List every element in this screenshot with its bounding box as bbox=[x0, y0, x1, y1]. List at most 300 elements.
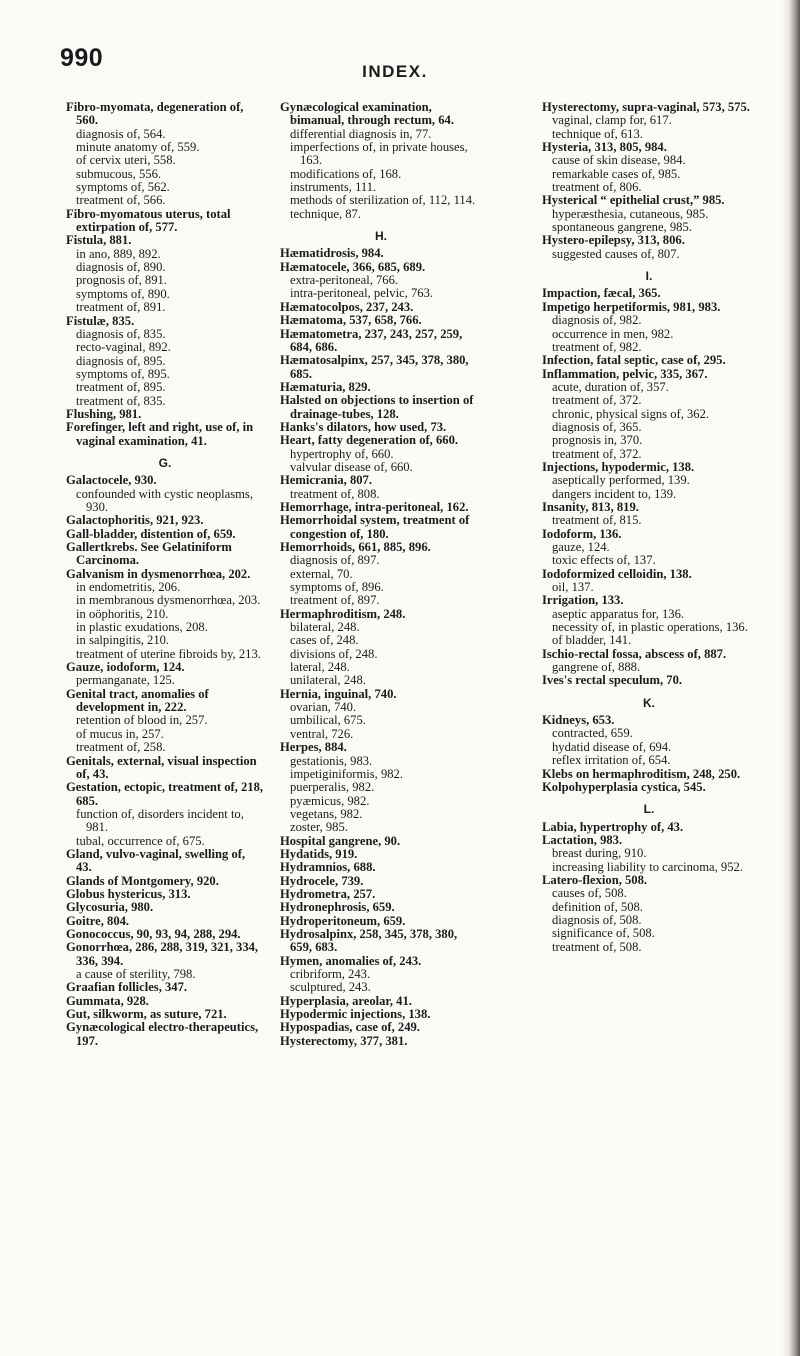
entry-text: Gall-bladder, distention of, 659. bbox=[66, 526, 236, 541]
page-edge-shadow bbox=[782, 0, 800, 1356]
entry-text: Hemicrania, 807. bbox=[280, 473, 372, 488]
index-subentry bbox=[280, 594, 482, 607]
index-subentry bbox=[280, 128, 482, 141]
entry-text: valvular disease of, 660. bbox=[290, 459, 413, 474]
entry-text: in oöphoritis, 210. bbox=[76, 606, 169, 621]
entry-text: recto-vaginal, 892. bbox=[76, 340, 171, 355]
entry-text: Injections, hypodermic, 138. bbox=[542, 459, 695, 474]
entry-text: Graafian follicles, 347. bbox=[66, 980, 188, 995]
entry-text: ventral, 726. bbox=[290, 726, 354, 741]
entry-text: Galactophoritis, 921, 923. bbox=[66, 513, 204, 528]
entry-text: Fibro-myomatous uterus, total extirpation of, 577. bbox=[66, 206, 231, 235]
entry-text: diagnosis of, 508. bbox=[552, 912, 642, 927]
index-subentry bbox=[280, 821, 482, 834]
index-subentry bbox=[66, 714, 264, 727]
entry-text: Infection, fatal septic, case of, 295. bbox=[542, 353, 726, 368]
index-entry bbox=[280, 474, 482, 487]
index-entry bbox=[66, 928, 264, 941]
entry-text: diagnosis of, 982. bbox=[552, 313, 642, 328]
entry-text: Heart, fatty degeneration of, 660. bbox=[280, 433, 459, 448]
index-subentry bbox=[280, 701, 482, 714]
entry-text: Hemorrhoidal system, treatment of congestion of, 180. bbox=[280, 513, 470, 541]
index-subentry bbox=[542, 381, 756, 394]
entry-text: extra-peritoneal, 766. bbox=[290, 273, 399, 288]
index-subentry bbox=[280, 634, 482, 647]
entry-text: differential diagnosis in, 77. bbox=[290, 126, 432, 141]
index-entry bbox=[66, 981, 264, 994]
index-entry bbox=[280, 381, 482, 394]
index-subentry bbox=[280, 194, 482, 207]
index-entry bbox=[542, 301, 756, 314]
index-entry bbox=[66, 901, 264, 914]
entry-text: Hermaphroditism, 248. bbox=[280, 606, 406, 621]
index-entry bbox=[66, 915, 264, 928]
index-subentry bbox=[542, 861, 756, 874]
index-subentry bbox=[542, 181, 756, 194]
index-subentry bbox=[280, 674, 482, 687]
entry-text: spontaneous gangrene, 985. bbox=[552, 220, 692, 235]
entry-text: treatment of, 372. bbox=[552, 446, 642, 461]
entry-text: treatment of, 815. bbox=[552, 513, 642, 528]
index-subentry bbox=[280, 181, 482, 194]
entry-text: Gauze, iodoform, 124. bbox=[66, 660, 185, 675]
index-subentry bbox=[66, 341, 264, 354]
index-entry bbox=[280, 928, 482, 955]
index-subentry bbox=[280, 448, 482, 461]
entry-text: minute anatomy of, 559. bbox=[76, 140, 200, 155]
index-subentry bbox=[542, 208, 756, 221]
index-entry bbox=[66, 568, 264, 581]
index-subentry bbox=[66, 648, 264, 661]
index-subentry bbox=[280, 795, 482, 808]
index-entry bbox=[542, 501, 756, 514]
entry-text: Kidneys, 653. bbox=[542, 713, 615, 728]
index-entry bbox=[280, 301, 482, 314]
index-entry bbox=[542, 714, 756, 727]
entry-text: Gland, vulvo-vaginal, swelling of, 43. bbox=[66, 846, 246, 875]
index-subentry bbox=[280, 554, 482, 567]
entry-text: impetiginiformis, 982. bbox=[290, 766, 403, 781]
entry-text: diagnosis of, 897. bbox=[290, 553, 380, 568]
entry-text: Goitre, 804. bbox=[66, 913, 130, 928]
entry-text: Hæmatocele, 366, 685, 689. bbox=[280, 259, 426, 274]
index-entry bbox=[66, 941, 264, 968]
entry-text: hypertrophy of, 660. bbox=[290, 446, 394, 461]
entry-text: prognosis of, 891. bbox=[76, 273, 167, 288]
entry-text: diagnosis of, 895. bbox=[76, 353, 166, 368]
index-entry bbox=[280, 688, 482, 701]
index-subentry bbox=[542, 554, 756, 567]
index-entry bbox=[66, 875, 264, 888]
index-subentry bbox=[280, 141, 482, 168]
index-subentry bbox=[66, 261, 264, 274]
entry-text: Labia, hypertrophy of, 43. bbox=[542, 819, 684, 834]
index-subentry bbox=[280, 621, 482, 634]
entry-text: of mucus in, 257. bbox=[76, 726, 164, 741]
running-head: INDEX. bbox=[362, 62, 428, 81]
index-subentry bbox=[66, 395, 264, 408]
entry-text: contracted, 659. bbox=[552, 726, 633, 741]
entry-text: methods of sterilization of, 112, 114. bbox=[290, 193, 476, 208]
entry-text: treatment of, 897. bbox=[290, 593, 380, 608]
entry-text: symptoms of, 896. bbox=[290, 580, 384, 595]
index-subentry bbox=[542, 168, 756, 181]
entry-text: Impetigo herpetiformis, 981, 983. bbox=[542, 299, 721, 314]
index-subentry bbox=[542, 221, 756, 234]
entry-text: dangers incident to, 139. bbox=[552, 486, 677, 501]
entry-text: submucous, 556. bbox=[76, 166, 162, 181]
entry-text: Lactation, 983. bbox=[542, 832, 623, 847]
entry-text: in membranous dysmenorrhœa, 203. bbox=[76, 593, 261, 608]
index-entry bbox=[542, 141, 756, 154]
index-subentry bbox=[280, 568, 482, 581]
entry-text: Hæmaturia, 829. bbox=[280, 379, 371, 394]
index-entry bbox=[66, 888, 264, 901]
index-entry bbox=[280, 608, 482, 621]
entry-text: symptoms of, 895. bbox=[76, 366, 170, 381]
entry-text: Hysterectomy, 377, 381. bbox=[280, 1033, 408, 1048]
index-subentry bbox=[280, 981, 482, 994]
index-subentry bbox=[66, 168, 264, 181]
index-entry bbox=[66, 474, 264, 487]
entry-text: confounded with cystic neoplasms, 930. bbox=[76, 486, 253, 514]
index-subentry bbox=[280, 488, 482, 501]
index-entry bbox=[542, 287, 756, 300]
index-subentry bbox=[542, 901, 756, 914]
entry-text: treatment of uterine fibroids by, 213. bbox=[76, 646, 261, 661]
entry-text: pyæmicus, 982. bbox=[290, 793, 370, 808]
entry-text: Gallertkrebs. See Gelatiniform Carcinoma. bbox=[66, 540, 232, 568]
index-entry bbox=[542, 461, 756, 474]
section-letter: K. bbox=[643, 695, 655, 710]
entry-text: vaginal, clamp for, 617. bbox=[552, 113, 672, 128]
entry-text: cribriform, 243. bbox=[290, 967, 371, 981]
entry-text: modifications of, 168. bbox=[290, 166, 402, 181]
index-subentry bbox=[66, 741, 264, 754]
entry-text: Latero-flexion, 508. bbox=[542, 872, 648, 887]
entry-text: Impaction, fæcal, 365. bbox=[542, 286, 661, 301]
entry-text: tubal, occurrence of, 675. bbox=[76, 833, 205, 848]
entry-text: Herpes, 884. bbox=[280, 740, 347, 755]
index-subentry bbox=[66, 808, 264, 835]
index-subentry bbox=[542, 541, 756, 554]
entry-text: Gynæcological examination, bimanual, through rectum, 64. bbox=[280, 100, 454, 128]
index-entry bbox=[66, 661, 264, 674]
index-subentry bbox=[280, 808, 482, 821]
entry-text: intra-peritoneal, pelvic, 763. bbox=[290, 286, 434, 301]
entry-text: Hydrosalpinx, 258, 345, 378, 380, 659, 683. bbox=[280, 926, 458, 955]
entry-text: cases of, 248. bbox=[290, 633, 359, 648]
index-subentry bbox=[66, 608, 264, 621]
entry-text: prognosis in, 370. bbox=[552, 433, 643, 448]
entry-text: Iodoformized celloidin, 138. bbox=[542, 566, 692, 581]
entry-text: a cause of sterility, 798. bbox=[76, 967, 196, 981]
index-subentry bbox=[280, 287, 482, 300]
index-entry bbox=[280, 915, 482, 928]
index-subentry bbox=[542, 154, 756, 167]
entry-text: Hypodermic injections, 138. bbox=[280, 1007, 431, 1022]
entry-text: Hyperplasia, areolar, 41. bbox=[280, 993, 412, 1008]
entry-text: causes of, 508. bbox=[552, 886, 627, 901]
entry-text: treatment of, 895. bbox=[76, 380, 166, 395]
entry-text: aseptically performed, 139. bbox=[552, 473, 690, 488]
entry-text: Hemorrhage, intra-peritoneal, 162. bbox=[280, 499, 469, 514]
index-subentry bbox=[280, 968, 482, 981]
index-subentry bbox=[66, 835, 264, 848]
page-number: 990 bbox=[60, 44, 104, 72]
index-subentry bbox=[280, 755, 482, 768]
index-entry bbox=[280, 995, 482, 1008]
entry-text: Hanks's dilators, how used, 73. bbox=[280, 419, 447, 434]
index-entry bbox=[66, 1008, 264, 1021]
entry-text: gestationis, 983. bbox=[290, 753, 373, 768]
index-entry bbox=[66, 408, 264, 421]
index-entry bbox=[66, 1021, 264, 1048]
entry-text: technique of, 613. bbox=[552, 126, 643, 141]
index-subentry bbox=[66, 368, 264, 381]
index-subentry bbox=[280, 581, 482, 594]
index-entry bbox=[542, 568, 756, 581]
entry-text: Hæmatometra, 237, 243, 257, 259, 684, 686. bbox=[280, 326, 463, 354]
entry-text: Glands of Montgomery, 920. bbox=[66, 873, 219, 888]
index-subentry bbox=[542, 754, 756, 767]
entry-text: diagnosis of, 835. bbox=[76, 326, 166, 341]
section-letter: G. bbox=[158, 455, 172, 470]
index-subentry bbox=[66, 248, 264, 261]
index-entry bbox=[280, 101, 482, 128]
entry-text: of bladder, 141. bbox=[552, 633, 632, 648]
index-entry bbox=[66, 688, 264, 715]
entry-text: external, 70. bbox=[290, 566, 353, 581]
entry-text: aseptic apparatus for, 136. bbox=[552, 606, 685, 621]
entry-text: treatment of, 891. bbox=[76, 300, 166, 315]
index-entry bbox=[66, 208, 264, 235]
index-subentry bbox=[280, 661, 482, 674]
entry-text: Fistula, 881. bbox=[66, 233, 132, 248]
index-subentry bbox=[542, 448, 756, 461]
index-entry bbox=[280, 261, 482, 274]
entry-text: Iodoform, 136. bbox=[542, 526, 622, 541]
index-subentry bbox=[66, 301, 264, 314]
index-subentry bbox=[542, 581, 756, 594]
entry-text: reflex irritation of, 654. bbox=[552, 753, 671, 768]
entry-text: treatment of, 508. bbox=[552, 939, 642, 954]
entry-text: Kolpohyperplasia cystica, 545. bbox=[542, 779, 706, 794]
index-subentry bbox=[66, 194, 264, 207]
entry-text: Hysterical “ epithelial crust,” 985. bbox=[542, 193, 725, 208]
index-entry bbox=[280, 328, 482, 355]
index-subentry bbox=[542, 621, 756, 634]
index-subentry bbox=[66, 154, 264, 167]
entry-text: Hæmatosalpinx, 257, 345, 378, 380, 685. bbox=[280, 353, 469, 381]
index-subentry bbox=[542, 741, 756, 754]
entry-text: ovarian, 740. bbox=[290, 700, 357, 715]
entry-text: Hernia, inguinal, 740. bbox=[280, 686, 397, 701]
entry-text: Halsted on objections to insertion of drainage-tubes, 128. bbox=[280, 393, 474, 421]
entry-text: function of, disorders incident to, 981. bbox=[76, 806, 244, 835]
index-entry bbox=[66, 781, 264, 808]
index-subentry bbox=[280, 781, 482, 794]
index-entry bbox=[280, 514, 482, 541]
index-entry bbox=[66, 101, 264, 128]
index-entry bbox=[542, 354, 756, 367]
index-subentry bbox=[66, 288, 264, 301]
index-entry bbox=[542, 594, 756, 607]
entry-text: Hydatids, 919. bbox=[280, 846, 358, 861]
entry-text: umbilical, 675. bbox=[290, 713, 366, 728]
index-entry bbox=[542, 781, 756, 794]
entry-text: Flushing, 981. bbox=[66, 406, 142, 421]
index-subentry bbox=[280, 728, 482, 741]
entry-text: Hydrocele, 739. bbox=[280, 873, 364, 888]
index-subentry bbox=[66, 728, 264, 741]
index-entry bbox=[280, 861, 482, 874]
entry-text: Gonococcus, 90, 93, 94, 288, 294. bbox=[66, 926, 241, 941]
index-subentry bbox=[66, 181, 264, 194]
entry-text: Gummata, 928. bbox=[66, 993, 149, 1008]
entry-text: gauze, 124. bbox=[552, 540, 610, 554]
entry-text: symptoms of, 890. bbox=[76, 286, 170, 301]
entry-text: Ischio-rectal fossa, abscess of, 887. bbox=[542, 646, 727, 661]
entry-text: lateral, 248. bbox=[290, 660, 350, 675]
entry-text: technique, 87. bbox=[290, 206, 361, 221]
entry-text: Glycosuria, 980. bbox=[66, 900, 154, 915]
index-entry bbox=[542, 768, 756, 781]
entry-text: Klebs on hermaphroditism, 248, 250. bbox=[542, 766, 741, 781]
index-entry bbox=[280, 247, 482, 260]
entry-text: Gynæcological electro-therapeutics, 197. bbox=[66, 1020, 259, 1048]
entry-text: bilateral, 248. bbox=[290, 620, 360, 635]
entry-text: sculptured, 243. bbox=[290, 980, 371, 995]
entry-text: permanganate, 125. bbox=[76, 673, 175, 688]
index-subentry bbox=[66, 581, 264, 594]
index-entry bbox=[542, 821, 756, 834]
entry-text: cause of skin disease, 984. bbox=[552, 153, 686, 168]
index-subentry bbox=[542, 128, 756, 141]
entry-text: Hæmatocolpos, 237, 243. bbox=[280, 299, 414, 314]
entry-text: imperfections of, in private houses, 163. bbox=[290, 140, 468, 168]
index-entry bbox=[542, 528, 756, 541]
entry-text: Hydrometra, 257. bbox=[280, 886, 376, 901]
index-subentry bbox=[542, 248, 756, 261]
entry-text: Hydramnios, 688. bbox=[280, 860, 376, 875]
index-entry bbox=[280, 1021, 482, 1034]
index-subentry bbox=[66, 674, 264, 687]
index-entry bbox=[280, 421, 482, 434]
index-subentry bbox=[542, 887, 756, 900]
entry-text: Genitals, external, visual inspection of, 43. bbox=[66, 753, 257, 781]
index-subentry bbox=[542, 488, 756, 501]
entry-text: vegetans, 982. bbox=[290, 806, 363, 821]
entry-text: in salpingitis, 210. bbox=[76, 633, 170, 648]
entry-text: unilateral, 248. bbox=[290, 673, 366, 688]
entry-text: instruments, 111. bbox=[290, 180, 377, 195]
index-entry bbox=[542, 674, 756, 687]
entry-text: acute, duration of, 357. bbox=[552, 379, 669, 394]
index-entry bbox=[280, 354, 482, 381]
index-entry bbox=[280, 394, 482, 421]
entry-text: toxic effects of, 137. bbox=[552, 553, 656, 568]
entry-text: Hydroperitoneum, 659. bbox=[280, 913, 406, 928]
entry-text: Hypospadias, case of, 249. bbox=[280, 1020, 420, 1035]
index-subentry bbox=[280, 461, 482, 474]
index-entry bbox=[66, 541, 264, 568]
index-subentry bbox=[66, 621, 264, 634]
entry-text: in plastic exudations, 208. bbox=[76, 620, 208, 635]
entry-text: in endometritis, 206. bbox=[76, 580, 181, 595]
entry-text: Hydronephrosis, 659. bbox=[280, 900, 395, 915]
entry-text: Hysteria, 313, 805, 984. bbox=[542, 140, 667, 155]
index-subentry bbox=[542, 927, 756, 940]
index-column-3 bbox=[542, 101, 756, 954]
index-subentry bbox=[542, 474, 756, 487]
index-subentry bbox=[542, 328, 756, 341]
index-subentry bbox=[66, 634, 264, 647]
entry-text: of cervix uteri, 558. bbox=[76, 153, 176, 168]
index-entry bbox=[66, 755, 264, 782]
entry-text: retention of blood in, 257. bbox=[76, 713, 208, 728]
index-subentry bbox=[280, 714, 482, 727]
index-subentry bbox=[542, 847, 756, 860]
entry-text: Hæmatidrosis, 984. bbox=[280, 246, 384, 261]
index-entry bbox=[542, 648, 756, 661]
section-letter: I. bbox=[645, 269, 653, 284]
entry-text: Hysterectomy, supra-vaginal, 573, 575. bbox=[542, 100, 750, 114]
entry-text: treatment of, 806. bbox=[552, 180, 642, 195]
index-entry bbox=[66, 995, 264, 1008]
index-entry bbox=[280, 888, 482, 901]
index-entry bbox=[280, 741, 482, 754]
index-subentry bbox=[280, 208, 482, 221]
entry-text: Ives's rectal speculum, 70. bbox=[542, 673, 683, 688]
index-entry bbox=[280, 1035, 482, 1048]
entry-text: Fistulæ, 835. bbox=[66, 313, 135, 328]
index-subentry bbox=[542, 661, 756, 674]
index-subentry bbox=[542, 408, 756, 421]
entry-text: hyperæsthesia, cutaneous, 985. bbox=[552, 206, 709, 221]
index-entry bbox=[280, 875, 482, 888]
entry-text: Galvanism in dysmenorrhœa, 202. bbox=[66, 566, 251, 581]
entry-text: symptoms of, 562. bbox=[76, 180, 170, 195]
entry-text: treatment of, 258. bbox=[76, 740, 166, 755]
entry-text: Hemorrhoids, 661, 885, 896. bbox=[280, 540, 431, 554]
index-entry bbox=[280, 955, 482, 968]
index-subentry bbox=[280, 648, 482, 661]
index-entry bbox=[542, 834, 756, 847]
index-entry bbox=[280, 848, 482, 861]
index-entry bbox=[280, 901, 482, 914]
entry-text: hydatid disease of, 694. bbox=[552, 739, 672, 754]
entry-text: necessity of, in plastic operations, 136. bbox=[552, 620, 748, 635]
entry-text: treatment of, 372. bbox=[552, 393, 642, 408]
entry-text: Insanity, 813, 819. bbox=[542, 499, 639, 514]
index-subentry bbox=[66, 328, 264, 341]
entry-text: Gestation, ectopic, treatment of, 218, 685. bbox=[66, 780, 264, 808]
entry-text: gangrene of, 888. bbox=[552, 660, 641, 675]
index-subentry bbox=[542, 608, 756, 621]
section-letter: H. bbox=[375, 229, 387, 244]
index-subentry bbox=[542, 314, 756, 327]
entry-text: in ano, 889, 892. bbox=[76, 246, 161, 261]
index-subentry bbox=[280, 274, 482, 287]
index-subentry bbox=[66, 968, 264, 981]
entry-text: puerperalis, 982. bbox=[290, 780, 375, 795]
index-subentry bbox=[542, 341, 756, 354]
index-column-1 bbox=[66, 101, 264, 1048]
index-subentry bbox=[542, 421, 756, 434]
entry-text: Irrigation, 133. bbox=[542, 593, 624, 608]
entry-text: definition of, 508. bbox=[552, 899, 643, 914]
